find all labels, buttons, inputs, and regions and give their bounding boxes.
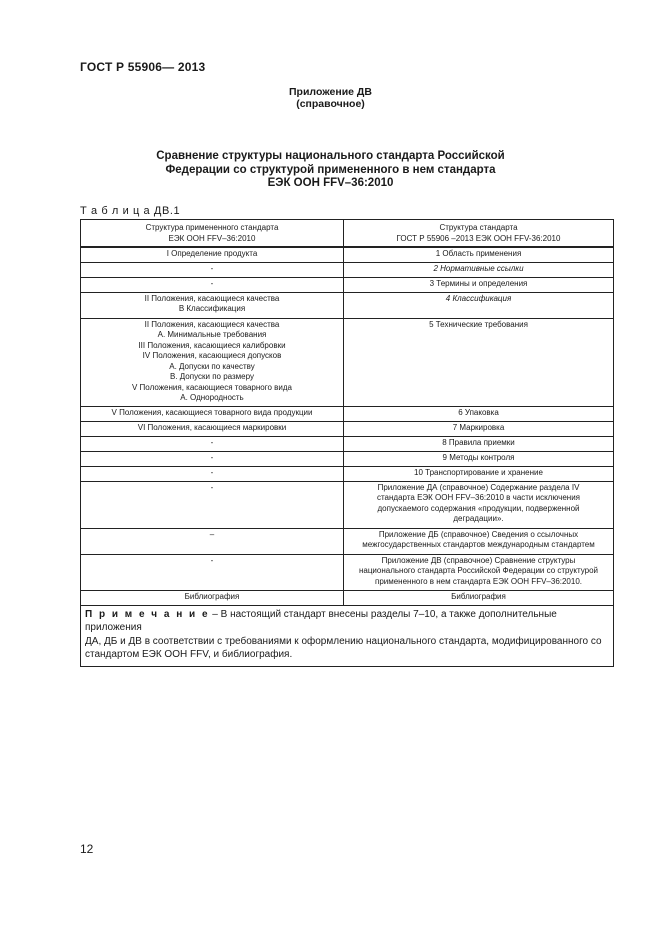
table-note [81,605,614,666]
cell-left [81,466,344,481]
table-row [81,451,614,466]
cell-left [81,247,344,262]
cell-text: примененного в нем стандарта ЕЭК ООН FFV–36:2010. [374,576,583,586]
cell-left [81,481,344,528]
cell-text: - [210,263,214,273]
appendix-subtitle: (справочное) [296,98,365,110]
cell-right [344,481,614,528]
appendix-title: Приложение ДВ [289,86,372,98]
table-row [81,262,614,277]
cell-text: 6 Упаковка [458,407,499,417]
cell-text: II Положения, касающиеся качества [144,319,280,329]
cell-left [81,528,344,554]
cell-text: 8 Правила приемки [442,437,515,447]
cell-text: II Положения, касающиеся качества [144,293,280,303]
cell-text: I Определение продукта [166,249,258,258]
note-text: ДА, ДБ и ДВ в соответствии с требованиями к оформлению национального стандарта, модифицированного со [85,635,602,647]
table-row [81,590,614,605]
title-line: Сравнение структуры национального стандарта Российской [156,150,505,162]
cell-left [81,590,344,605]
cell-right [344,406,614,421]
cell-text: 2 Нормативные ссылки [433,263,524,273]
header-line: ЕЭК ООН FFV–36:2010 [168,233,256,243]
cell-left [81,421,344,436]
cell-text: 1 Область применения [435,249,522,258]
cell-left [81,406,344,421]
document-header: ГОСТ Р 55906— 2013 [80,60,206,74]
cell-right [344,247,614,262]
cell-text: Приложение ДБ (справочное) Сведения о ссылочных [378,529,579,539]
document-title [60,150,601,191]
cell-right [344,528,614,554]
cell-text: допускаемого содержания «продукции, подверженной [377,503,580,513]
cell-text: - [210,555,214,565]
cell-right [344,277,614,292]
page-number: 12 [80,842,94,856]
table-row [81,406,614,421]
cell-right [344,318,614,406]
cell-text: 3 Термины и определения [429,278,528,288]
table-row [81,318,614,406]
cell-text: – [209,529,215,539]
table-label: Т а б л и ц а ДВ.1 [80,205,181,217]
cell-right [344,590,614,605]
table-row [81,554,614,590]
cell-right [344,292,614,318]
table-note-row [81,605,614,666]
cell-text: В Классификация [178,304,246,313]
cell-right [344,554,614,590]
cell-text: - [210,482,214,492]
header-line: ГОСТ Р 55906 –2013 ЕЭК ООН FFV-36:2010 [396,233,561,243]
cell-text: V Положения, касающиеся товарного вида [132,382,292,392]
cell-text: Приложение ДВ (справочное) Сравнение структуры [381,555,576,565]
cell-text: А. Допуски по качеству [169,361,255,371]
cell-text: стандарта ЕЭК ООН FFV–36:2010 в части исключения [376,493,581,502]
cell-text: IV Положения, касающиеся допусков [142,351,282,360]
cell-text: - [210,278,214,288]
header-line: Структура стандарта [439,223,518,232]
cell-text: деградации». [453,514,504,523]
cell-left [81,318,344,406]
cell-text: - [210,452,214,462]
table-row [81,292,614,318]
table-row [81,247,614,262]
cell-text: межгосударственных стандартов международным стандартем [362,540,595,549]
table-row [81,421,614,436]
cell-left [81,262,344,277]
table-row [81,466,614,481]
cell-left [81,292,344,318]
cell-text: В. Допуски по размеру [170,372,254,381]
cell-text: 10 Транспортирование и хранение [414,467,543,477]
cell-text: VI Положения, касающиеся маркировки [137,422,287,432]
table-row [81,528,614,554]
cell-text: 9 Методы контроля [442,452,515,462]
table-header-row [81,220,614,248]
cell-left [81,451,344,466]
cell-text: национального стандарта Российской Федерации со структурой [358,566,599,575]
table-row [81,277,614,292]
cell-text: А. Минимальные требования [157,330,267,339]
cell-left [81,554,344,590]
header-cell-right [344,220,614,248]
title-line: ЕЭК ООН FFV–36:2010 [267,177,394,189]
cell-left [81,277,344,292]
cell-text: - [210,437,214,447]
header-line: Структура примененного стандарта [145,223,279,232]
cell-right [344,436,614,451]
title-line: Федерации со структурой примененного в нем стандарта [165,163,496,176]
cell-text: 7 Маркировка [452,422,505,432]
comparison-table [80,219,614,667]
note-text: стандартом ЕЭК ООН FFV, и библиография. [85,649,293,660]
cell-text: Библиография [451,591,506,601]
cell-text: - [210,467,214,477]
cell-text: Приложение ДА (справочное) Содержание раздела IV [377,482,580,492]
cell-text: 5 Технические требования [429,319,528,329]
cell-text: Библиография [184,591,240,601]
cell-right [344,466,614,481]
header-cell-left [81,220,344,248]
cell-text: А. Однородность [180,393,244,402]
cell-text: III Положения, касающиеся калибровки [138,340,286,350]
cell-text: V Положения, касающиеся товарного вида продукции [111,407,313,417]
table-row [81,436,614,451]
cell-right [344,262,614,277]
table-row [81,481,614,528]
note-text: – В настоящий стандарт внесены разделы 7–10, а также дополнительные приложения [85,608,557,633]
cell-right [344,451,614,466]
cell-right [344,421,614,436]
cell-text: 4 Классификация [445,293,512,303]
cell-left [81,436,344,451]
appendix-heading [0,86,661,110]
note-label: П р и м е ч а н и е [85,608,210,620]
